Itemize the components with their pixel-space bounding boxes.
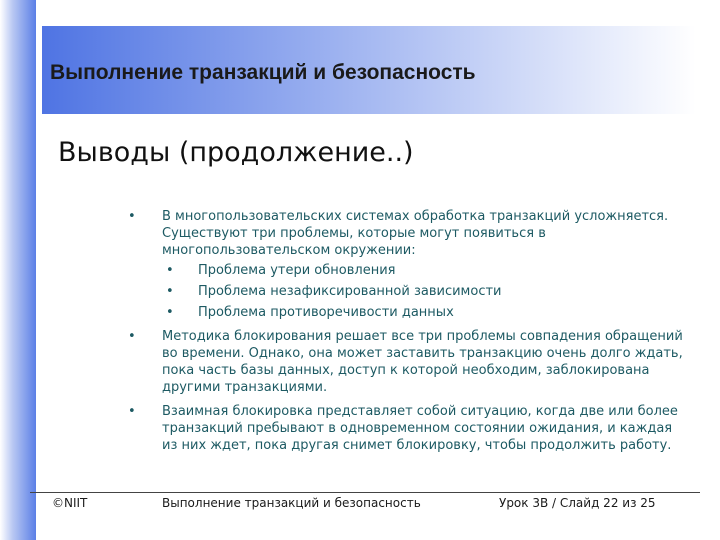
- sub-bullet-text: Проблема незафиксированной зависимости: [198, 284, 502, 299]
- sub-bullet-text: Проблема противоречивости данных: [198, 305, 454, 320]
- sub-bullet-dot: •: [166, 284, 174, 299]
- footer-course-title: Выполнение транзакций и безопасность: [162, 496, 421, 510]
- bullet-text: Взаимная блокировка представляет собой ситуацию, когда две или более транзакций пребывают в одновременном состоянии ожидания, и каждая из них ждет, пока другая снимет блокировку, чтобы продолжить работу.: [162, 404, 678, 453]
- bullet-dot: •: [128, 404, 136, 419]
- sub-bullet-list: [162, 262, 686, 321]
- sub-bullet-text: Проблема утери обновления: [198, 263, 396, 278]
- sub-bullet-item: [162, 304, 686, 321]
- bullet-item: [126, 403, 686, 454]
- slide-title: Выполнение транзакций и безопасность: [50, 61, 476, 84]
- slide-subtitle: Выводы (продолжение..): [58, 137, 414, 168]
- sub-bullet-dot: •: [166, 305, 174, 320]
- left-gradient-bar: [0, 0, 36, 540]
- sub-bullet-item: [162, 262, 686, 279]
- bullet-text: В многопользовательских системах обработка транзакций усложняется. Существуют три проблемы, которые могут появиться в многопользовательском окружении:: [162, 209, 669, 258]
- bullet-dot: •: [128, 329, 136, 344]
- footer-slide-number: Урок 3В / Слайд 22 из 25: [499, 496, 656, 510]
- bullet-item: [126, 328, 686, 396]
- bullet-item: [126, 208, 686, 321]
- bullet-list: [126, 208, 686, 461]
- bullet-dot: •: [128, 209, 136, 224]
- sub-bullet-item: [162, 283, 686, 300]
- footer-divider: [30, 492, 700, 493]
- sub-bullet-dot: •: [166, 263, 174, 278]
- bullet-text: Методика блокирования решает все три проблемы совпадения обращений во времени. Однако, она может заставить транзакцию очень долго ждать, пока часть базы данных, доступ к которой необходим, заблокирована другими транзакциями.: [162, 329, 683, 395]
- footer-copyright: ©NIIT: [52, 496, 88, 510]
